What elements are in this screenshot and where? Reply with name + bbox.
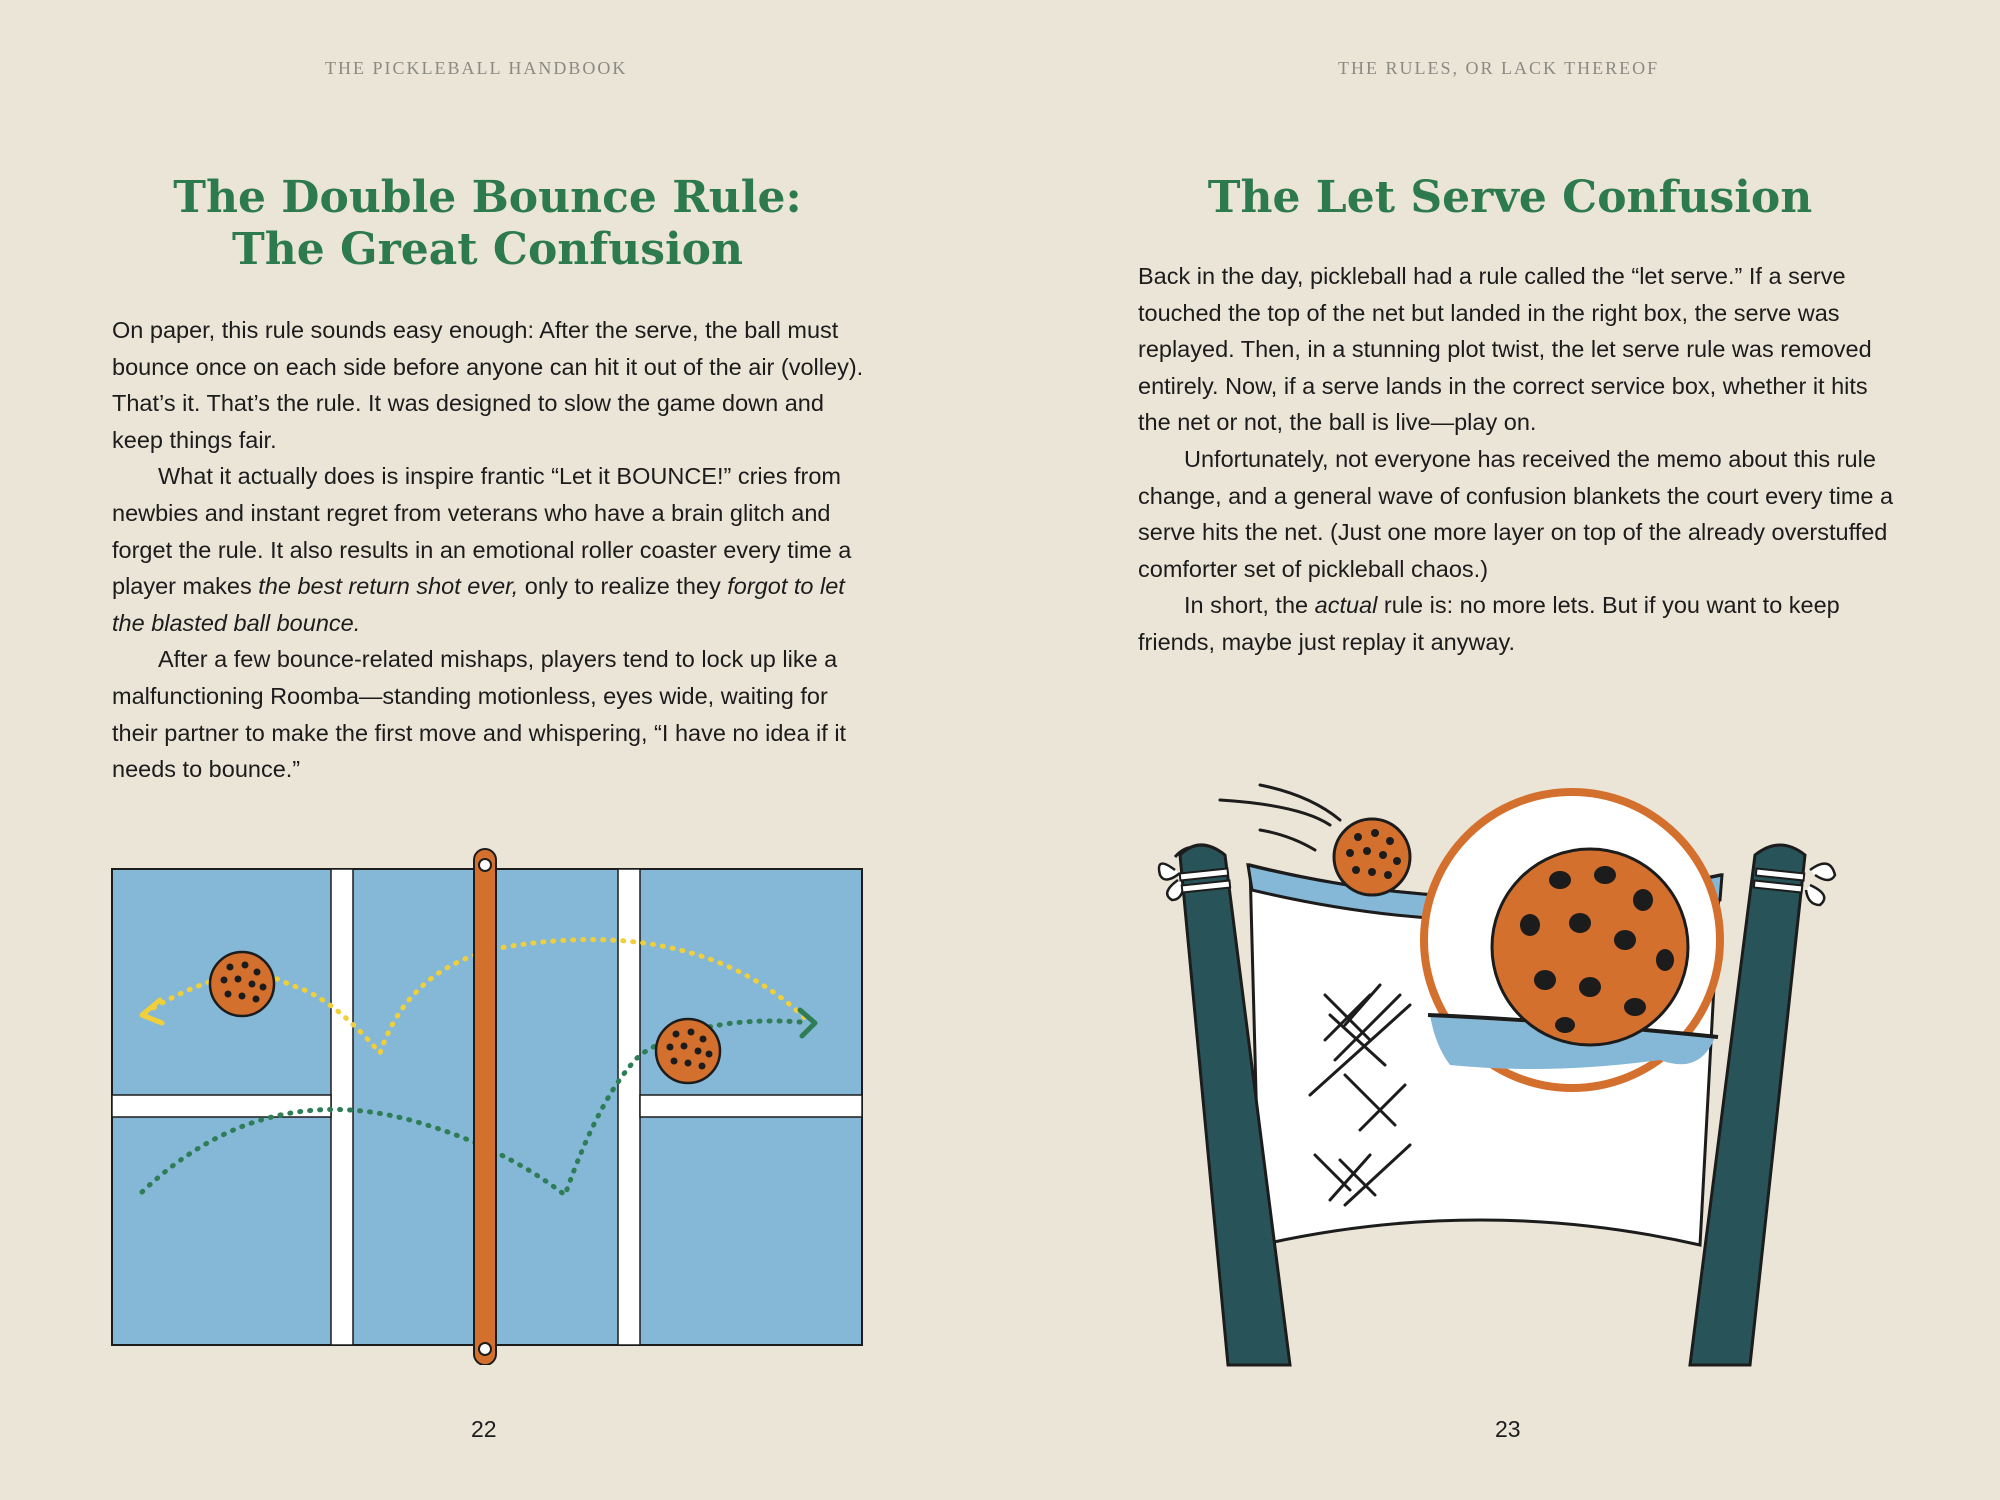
italic-phrase: forgot to let the blasted ball bounce.: [112, 573, 845, 636]
page-title: The Let Serve Confusion: [1207, 172, 1813, 223]
pickleball: [1334, 819, 1410, 895]
page-title: [100, 172, 875, 276]
net-bolt: [479, 859, 491, 871]
body-text: [112, 312, 872, 788]
net-bar: [474, 849, 496, 1365]
court-illustration: [100, 845, 900, 1365]
paragraph-2: What it actually does is inspire frantic “Let it BOUNCE!” cries from newbies and instant regret from veterans who have a brain glitch and forget the rule. It also results in an emotional roller coaster every time a player makes the best return shot ever, only to realize they forgot to let the blasted ball bounce.: [112, 463, 852, 636]
motion-lines: [1220, 785, 1340, 850]
net-illustration: [1120, 775, 1880, 1395]
title-line-2: The Great Confusion: [231, 224, 744, 275]
paragraph-1: On paper, this rule sounds easy enough: After the serve, the ball must bounce once on each side before anyone can hit it out of the air (volley). That’s it. That’s the rule. It was designed to slow the game down and keep things fair.: [112, 317, 864, 453]
pickleball: [656, 1019, 720, 1083]
body-text: [1138, 258, 1898, 661]
title-line-1: The Double Bounce Rule:: [173, 172, 802, 223]
right-page: [1000, 0, 2000, 1500]
court-line: [331, 869, 353, 1345]
magnified-view: [1424, 792, 1720, 1088]
net-bolt: [479, 1343, 491, 1355]
page-number: 22: [471, 1416, 497, 1442]
paragraph-2: Unfortunately, not everyone has received the memo about this rule change, and a general wave of confusion blankets the court every time a serve hits the net. (Just one more layer on top of the already overstuffed comforter set of pickleball chaos.): [1138, 445, 1894, 582]
paragraph-1: Back in the day, pickleball had a rule called the “let serve.” If a serve touched the top of the net but landed in the right box, the serve was replayed. Then, in a stunning plot twist, the let serve rule was removed entirely. Now, if a serve lands in the correct service box, whether it hits the net or not, the ball is live—play on.: [1138, 263, 1872, 436]
paragraph-3: After a few bounce-related mishaps, players tend to lock up like a malfunctioning Roomba—standing motionless, eyes wide, waiting for their partner to make the first move and whispering, “I have no idea if it needs to bounce.”: [112, 646, 847, 783]
running-head: THE RULES, OR LACK THEREOF: [1338, 58, 1660, 78]
pickleball: [210, 952, 274, 1016]
court-line: [640, 1095, 862, 1117]
italic-word: actual: [1314, 592, 1378, 619]
page-number: 23: [1495, 1416, 1521, 1442]
running-head: THE PICKLEBALL HANDBOOK: [325, 58, 628, 78]
italic-phrase: the best return shot ever,: [258, 573, 519, 600]
paragraph-3: In short, the actual rule is: no more lets. But if you want to keep friends, maybe just replay it anyway.: [1138, 592, 1840, 655]
court-line: [112, 1095, 331, 1117]
